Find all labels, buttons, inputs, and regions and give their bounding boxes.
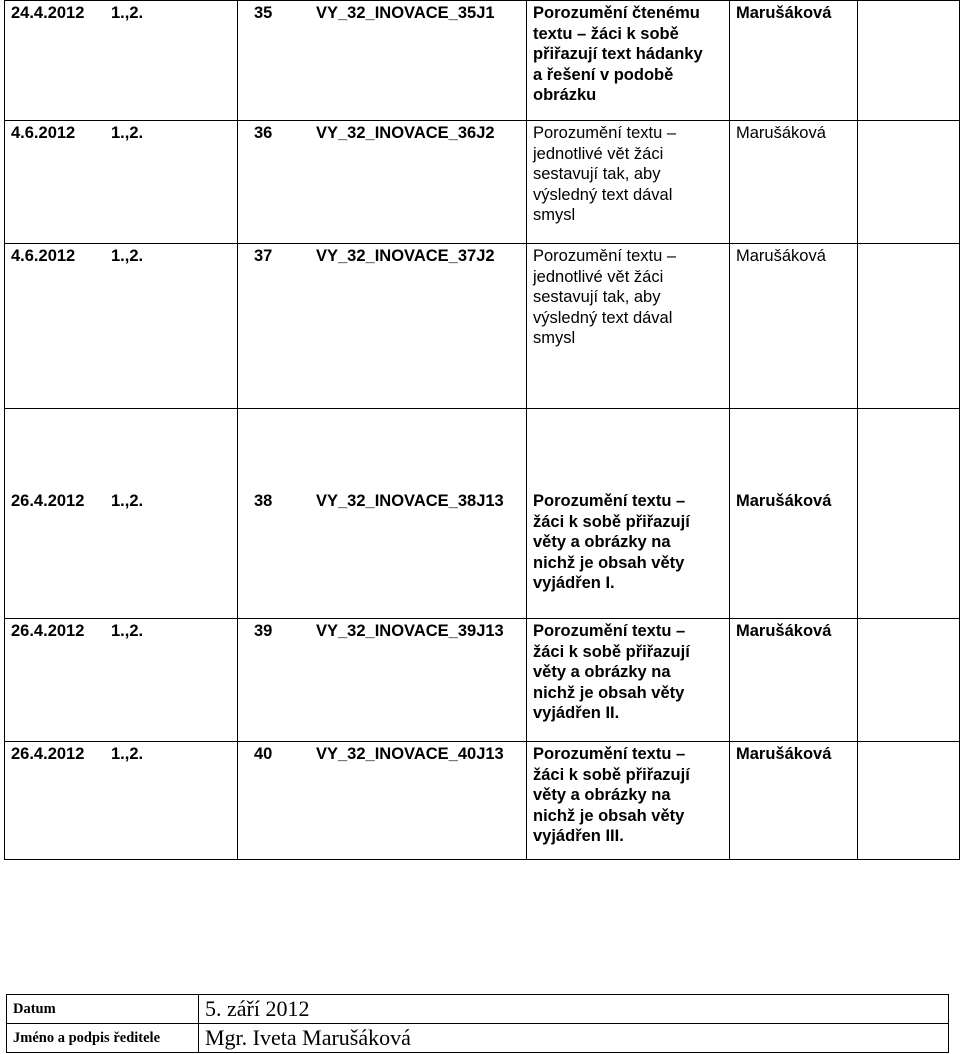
date-class-cell [5,121,238,244]
date: 4.6.2012 [11,124,76,142]
code: VY_32_INOVACE_37J2 [316,247,495,265]
date-class-cell [5,1,238,121]
class: 1.,2. [111,4,144,22]
code: VY_32_INOVACE_38J13 [316,492,504,510]
class: 1.,2. [111,492,144,510]
description: Porozumění textu – žáci k sobě přiřazují věty a obrázky na nichž je obsah věty vyjádřen III. [527,742,730,860]
author: Marušáková [730,742,858,860]
author: Marušáková [730,121,858,244]
date-label: Datum [7,995,199,1024]
author: Marušáková [730,1,858,121]
name-value: Mgr. Iveta Marušáková [199,1024,949,1053]
date: 26.4.2012 [11,745,85,763]
code-cell [238,619,527,742]
date-value: 5. září 2012 [199,995,949,1024]
code-cell [238,244,527,409]
empty-cell [858,742,960,860]
author: Marušáková [730,244,858,409]
number: 39 [254,622,273,640]
table-row [5,619,960,742]
code-cell [238,742,527,860]
class: 1.,2. [111,745,144,763]
description: Porozumění textu – žáci k sobě přiřazují věty a obrázky na nichž je obsah věty vyjádřen II. [527,619,730,742]
empty-cell [858,619,960,742]
number: 38 [254,492,273,510]
empty-cell [858,1,960,121]
code: VY_32_INOVACE_35J1 [316,4,495,22]
class: 1.,2. [111,622,144,640]
code-cell [238,1,527,121]
code-cell [238,409,527,619]
date: 24.4.2012 [11,4,85,22]
footer-row-name [7,1024,949,1053]
table-row [5,121,960,244]
signature-table [6,994,949,1053]
table-row [5,244,960,409]
date-class-cell [5,742,238,860]
date: 26.4.2012 [11,622,85,640]
empty-cell [858,244,960,409]
description: Porozumění čtenému textu – žáci k sobě přiřazují text hádanky a řešení v podobě obrázku [527,1,730,121]
description: Porozumění textu – jednotlivé vět žáci sestavují tak, aby výsledný text dával smysl [527,121,730,244]
author: Marušáková [730,409,858,619]
footer-row-date [7,995,949,1024]
author: Marušáková [730,619,858,742]
code: VY_32_INOVACE_40J13 [316,745,504,763]
number: 37 [254,247,273,265]
number: 36 [254,124,273,142]
class: 1.,2. [111,124,144,142]
lesson-table [4,0,960,860]
empty-cell [858,409,960,619]
number: 35 [254,4,273,22]
class: 1.,2. [111,247,144,265]
date-class-cell [5,244,238,409]
date: 26.4.2012 [11,492,85,510]
number: 40 [254,745,273,763]
table-row [5,1,960,121]
code: VY_32_INOVACE_39J13 [316,622,504,640]
date-class-cell [5,409,238,619]
description: Porozumění textu – žáci k sobě přiřazují věty a obrázky na nichž je obsah věty vyjádřen I. [527,409,730,619]
date: 4.6.2012 [11,247,76,265]
code: VY_32_INOVACE_36J2 [316,124,495,142]
name-label: Jméno a podpis ředitele [7,1024,199,1053]
table-row [5,409,960,619]
code-cell [238,121,527,244]
empty-cell [858,121,960,244]
description: Porozumění textu – jednotlivé vět žáci sestavují tak, aby výsledný text dával smysl [527,244,730,409]
table-row [5,742,960,860]
date-class-cell [5,619,238,742]
